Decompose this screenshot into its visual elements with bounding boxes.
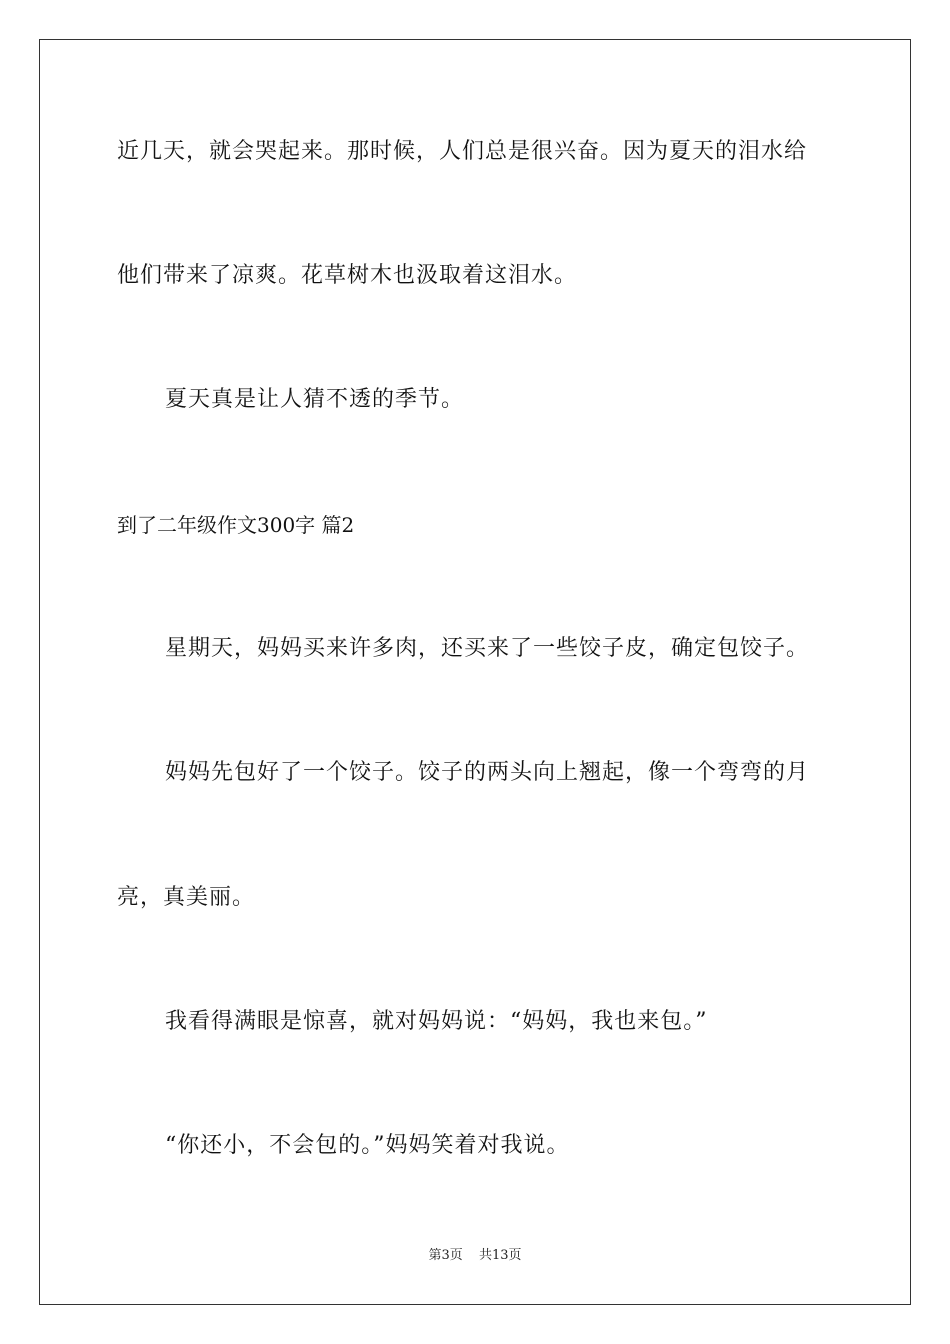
body-text-line: 星期天，妈妈买来许多肉，还买来了一些饺子皮，确定包饺子。 — [165, 636, 810, 661]
section-heading: 到了二年级作文300字 篇2 — [117, 513, 355, 537]
page-border — [39, 39, 911, 1305]
page-total: 共13页 — [478, 1248, 522, 1263]
body-text-line: “你还小，不会包的。”妈妈笑着对我说。 — [165, 1133, 570, 1158]
page-number: 第3页 — [428, 1248, 463, 1263]
body-text-line: 我看得满眼是惊喜，就对妈妈说：“妈妈，我也来包。” — [165, 1009, 708, 1034]
body-text-line: 亮，真美丽。 — [117, 885, 256, 910]
body-text-line: 夏天真是让人猜不透的季节。 — [165, 387, 465, 412]
body-text-line: 妈妈先包好了一个饺子。饺子的两头向上翘起，像一个弯弯的月 — [165, 760, 810, 785]
body-text-line: 近几天，就会哭起来。那时候，人们总是很兴奋。因为夏天的泪水给 — [117, 139, 808, 164]
body-text-line: 他们带来了凉爽。花草树木也汲取着这泪水。 — [117, 263, 578, 288]
page-footer — [0, 1247, 950, 1265]
